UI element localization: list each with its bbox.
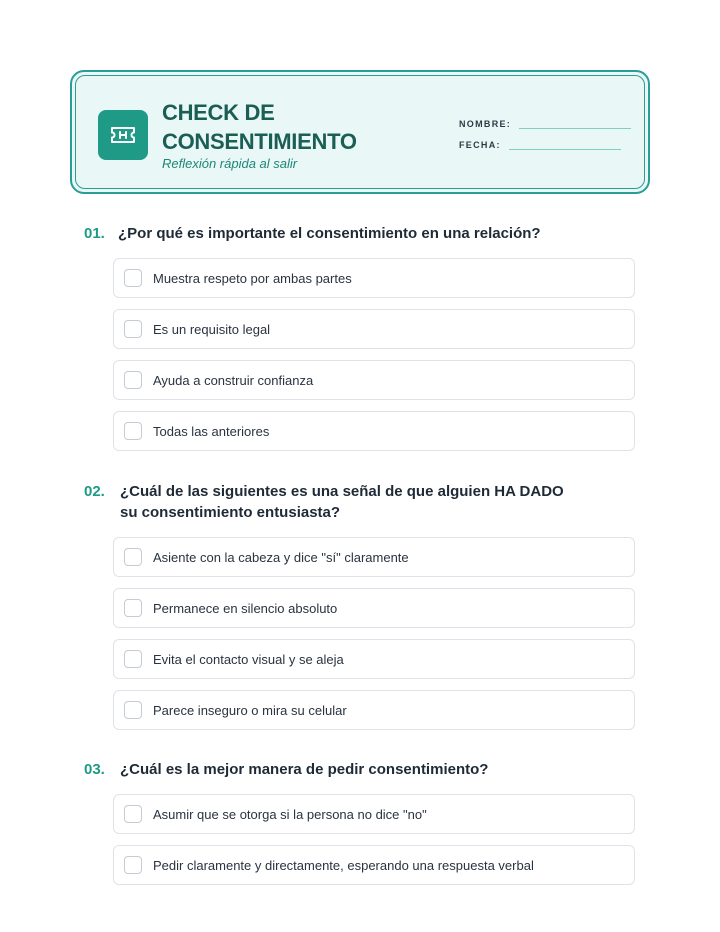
option-label: Parece inseguro o mira su celular [153,702,347,718]
option-2c[interactable] [113,639,635,679]
title-line-2: CONSENTIMIENTO [162,129,357,154]
name-line[interactable] [519,119,631,129]
checkbox[interactable] [124,422,142,440]
question-text: ¿Cuál de las siguientes es una señal de que alguien HA DADO su consentimiento entusiasta? [120,483,564,521]
title-line-1: CHECK DE [162,100,275,125]
option-1c[interactable] [113,360,635,400]
option-1a[interactable] [113,258,635,298]
page-title [162,98,392,156]
question-text: ¿Por qué es importante el consentimiento en una relación? [118,225,541,242]
checkbox[interactable] [124,320,142,338]
checkbox[interactable] [124,269,142,287]
option-label: Permanece en silencio absoluto [153,600,338,616]
question-3 [84,759,600,780]
header-card [70,70,650,194]
option-label: Ayuda a construir confianza [153,372,314,388]
checkbox[interactable] [124,599,142,617]
option-3a[interactable] [113,794,635,834]
header-inner [75,75,645,189]
option-label: Asiente con la cabeza y dice "sí" claramente [153,549,409,565]
question-2 [84,481,580,523]
ticket-icon [98,110,148,160]
question-1 [84,223,598,244]
option-label: Evita el contacto visual y se aleja [153,651,344,667]
date-label: FECHA: [459,140,501,150]
checkbox[interactable] [124,701,142,719]
name-label: NOMBRE: [459,119,512,129]
option-2b[interactable] [113,588,635,628]
question-text: ¿Cuál es la mejor manera de pedir consentimiento? [120,761,489,778]
option-1b[interactable] [113,309,635,349]
option-label: Es un requisito legal [153,321,271,337]
checkbox[interactable] [124,650,142,668]
option-label: Pedir claramente y directamente, esperando una respuesta verbal [153,857,534,873]
page-subtitle: Reflexión rápida al salir [162,156,298,171]
date-line[interactable] [509,140,621,150]
option-1d[interactable] [113,411,635,451]
option-label: Todas las anteriores [153,423,270,439]
option-2d[interactable] [113,690,635,730]
question-number: 01. [84,225,105,242]
date-field[interactable] [459,140,621,150]
option-label: Muestra respeto por ambas partes [153,270,352,286]
option-3b[interactable] [113,845,635,885]
option-label: Asumir que se otorga si la persona no dice "no" [153,806,427,822]
checkbox[interactable] [124,856,142,874]
checkbox[interactable] [124,371,142,389]
question-number: 02. [84,483,105,500]
checkbox[interactable] [124,805,142,823]
option-2a[interactable] [113,537,635,577]
checkbox[interactable] [124,548,142,566]
name-field[interactable] [459,119,631,129]
question-number: 03. [84,761,105,778]
